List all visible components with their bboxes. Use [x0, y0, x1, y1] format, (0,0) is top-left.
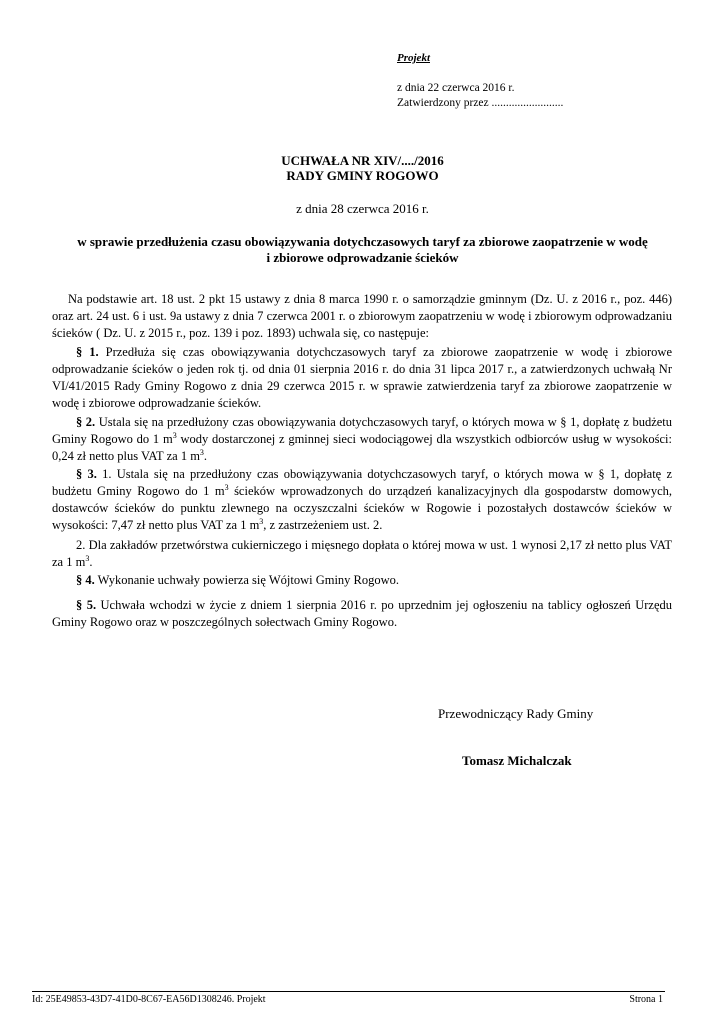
section-3-sup-1: 3 [224, 482, 229, 492]
section-4-label: § 4. [76, 573, 95, 587]
subject-line-2: i zbiorowe odprowadzanie ścieków [266, 250, 459, 265]
document-id: Id: 25E49853-43D7-41D0-8C67-EA56D1308246. Projekt [32, 994, 266, 1005]
footer-divider [32, 991, 665, 992]
section-4 [52, 572, 672, 589]
subject-line-1: w sprawie przedłużenia czasu obowiązywania dotychczasowych taryf za zbiorowe zaopatrzenie w wodę [77, 234, 648, 249]
section-3-label: § 3. [76, 467, 97, 481]
section-2-sup-1: 3 [172, 430, 177, 440]
resolution-date: z dnia 28 czerwca 2016 r. [296, 201, 429, 216]
section-3-sup-2: 3 [259, 516, 264, 526]
section-2-text-c: . [203, 449, 208, 463]
section-1-label: § 1. [76, 345, 99, 359]
section-3-text-a: 1. Ustala się na przedłużony czas obowiązywania dotychczasowych taryf, o których mowa w § 1, dopłatę z budżetu Gminy Rogowo do 1 m [52, 467, 672, 498]
resolution-subject [60, 234, 665, 266]
section-5-label: § 5. [76, 598, 97, 612]
section-1-text: Przedłuża się czas obowiązywania dotychczasowych taryf za zbiorowe zaopatrzenie w wodę i zbiorowe odprowadzanie ścieków o jeden rok tj. od dnia 01 sierpnia 2016 r. do dnia 31 lipca 2017 r., a zatwierdzonych uchwałą Nr VI/41/2015 Rady Gminy Rogowo z dnia 29 czerwca 2015 r. w sprawie zatwierdzenia taryf za zbiorowe zaopatrzenie w wodę i zbiorowe odprowadzanie ścieków. [52, 345, 672, 410]
council-name: RADY GMINY ROGOWO [286, 168, 439, 183]
section-2-text-a: Ustala się na przedłużony czas obowiązywania dotychczasowych taryf, o których mowa w § 1, dopłatę z budżetu Gminy Rogowo do 1 m [52, 415, 673, 446]
section-4-text: Wykonanie uchwały powierza się Wójtowi Gminy Rogowo. [94, 573, 400, 587]
signer-role: Przewodniczący Rady Gminy [438, 706, 594, 721]
section-2-sup-2: 3 [199, 447, 204, 457]
resolution-number: UCHWAŁA NR XIV/..../2016 [281, 153, 444, 168]
projekt-label: Projekt [397, 52, 430, 64]
section-3-text-b: ścieków wprowadzonych do urządzeń kanalizacyjnych dla gospodarstw domowych, dostawców ścieków do punktu zlewnego na oczyszczalni ścieków w Rogowie i pozostałych dostawców ścieków w wysokości: 7,47 zł netto plus VAT za 1 m [52, 484, 672, 532]
section-2-text-b: wody dostarczonej z gminnej sieci wodociągowej dla wszystkich odbiorców usług w wysokości: 0,24 zł netto plus VAT za 1 m [52, 432, 673, 463]
preamble: Na podstawie art. 18 ust. 2 pkt 15 ustawy z dnia 8 marca 1990 r. o samorządzie gminnym (Dz. U. z 2016 r., poz. 446) oraz art. 24 ust. 6 i ust. 9a ustawy z dnia 7 czerwca 2001 r. o zbiorowym zaopatrzeniu w wodę i zbiorowym odprowadzaniu ścieków ( Dz. U. z 2015 r., poz. 139 i poz. 1893) uchwala się, co następuje: [52, 292, 672, 340]
section-3-p2-text-c: . [89, 555, 93, 569]
section-3-p2-text-a: 2. Dla zakładów przetwórstwa cukierniczego i mięsnego dopłata o której mowa w ust. 1 wynosi 2,17 zł netto plus VAT za 1 m [52, 538, 672, 569]
section-5-text: Uchwała wchodzi w życie z dniem 1 sierpnia 2016 r. po uprzednim jej ogłoszeniu na tablicy ogłoszeń Urzędu Gminy Rogowo oraz w poszczególnych sołectwach Gminy Rogowo. [52, 598, 673, 629]
page-number: Strona 1 [629, 994, 663, 1005]
section-3 [52, 466, 672, 534]
section-3-text-c: , z zastrzeżeniem ust. 2. [263, 518, 383, 532]
signer-name: Tomasz Michalczak [462, 753, 572, 768]
section-1 [52, 344, 672, 412]
section-3-p2-sup: 3 [85, 553, 90, 563]
section-2-label: § 2. [76, 415, 96, 429]
section-3-paragraph-2 [52, 537, 672, 571]
draft-date: z dnia 22 czerwca 2016 r. [397, 82, 515, 94]
section-2 [52, 414, 672, 465]
approved-by-line: Zatwierdzony przez ......................... [397, 97, 564, 109]
section-5 [52, 597, 672, 631]
